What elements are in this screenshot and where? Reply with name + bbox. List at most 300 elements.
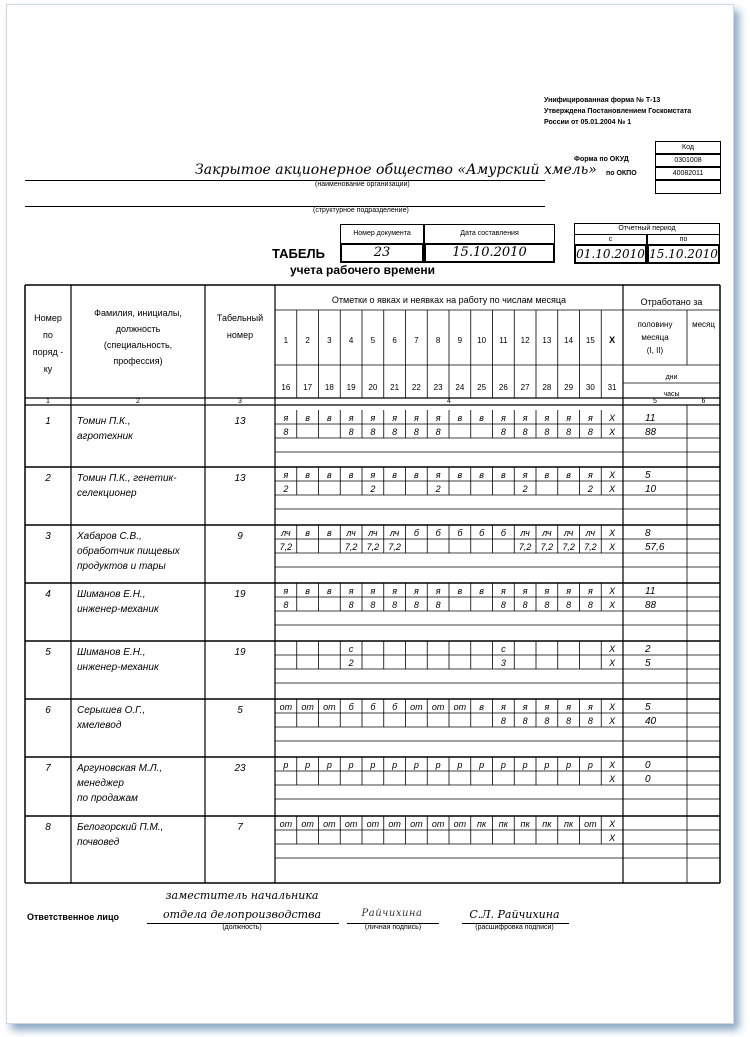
attendance-mark: я bbox=[522, 702, 528, 712]
worked-days: 8 bbox=[645, 528, 651, 539]
employee-num: 7 bbox=[45, 763, 51, 774]
attendance-mark: я bbox=[587, 413, 593, 423]
attendance-hours: 2 bbox=[522, 484, 528, 494]
attendance-mark: в bbox=[479, 702, 484, 712]
attendance-mark: р bbox=[392, 760, 398, 770]
employee-name: Белогорский П.М., bbox=[77, 822, 164, 833]
day-number: 20 bbox=[368, 383, 378, 392]
day-number: 10 bbox=[477, 336, 487, 345]
employee-num: 8 bbox=[45, 822, 51, 833]
attendance-mark: в bbox=[457, 470, 463, 480]
attendance-mark: в bbox=[479, 413, 484, 423]
okpo-label: по ОКПО bbox=[606, 170, 637, 177]
attendance-mark: от bbox=[584, 819, 597, 829]
okud-value: 0301008 bbox=[655, 154, 721, 167]
attendance-mark: Х bbox=[609, 644, 616, 654]
attendance-mark: я bbox=[566, 586, 572, 596]
attendance-hours: 7,2 bbox=[518, 542, 532, 552]
attendance-hours: 8 bbox=[587, 716, 593, 726]
col-marks-header: Отметки о явках и неявках на работу по числам месяца bbox=[331, 295, 567, 305]
attendance-mark: лч bbox=[281, 528, 291, 538]
employee-tab: 13 bbox=[234, 473, 246, 484]
attendance-mark: пк bbox=[477, 819, 487, 829]
employee-num: 2 bbox=[45, 473, 51, 484]
worked-days: 2 bbox=[645, 644, 651, 655]
timesheet-page bbox=[6, 4, 734, 1024]
attendance-mark: я bbox=[370, 413, 376, 423]
worked-hours: 88 bbox=[645, 600, 657, 611]
attendance-hours: 8 bbox=[587, 427, 593, 437]
position-line1: заместитель начальника bbox=[165, 889, 319, 902]
attendance-hours: 8 bbox=[566, 427, 572, 437]
attendance-mark: лч bbox=[563, 528, 574, 538]
attendance-mark: я bbox=[566, 413, 572, 423]
col-half-header: месяца bbox=[641, 333, 669, 342]
worked-days: 11 bbox=[645, 586, 656, 597]
attendance-mark: я bbox=[413, 413, 419, 423]
attendance-hours: 8 bbox=[435, 427, 441, 437]
col-num-header: поряд - bbox=[32, 347, 64, 357]
attendance-mark: я bbox=[392, 413, 398, 423]
days-label: дни bbox=[665, 374, 678, 381]
attendance-mark: пк bbox=[520, 819, 530, 829]
attendance-hours: 8 bbox=[544, 716, 550, 726]
attendance-mark: в bbox=[348, 470, 354, 480]
employee-name: Шиманов Е.Н., bbox=[77, 647, 146, 658]
attendance-hours: 7,2 bbox=[388, 542, 401, 552]
document-number: 23 bbox=[340, 243, 424, 263]
column-number: 3 bbox=[238, 398, 242, 405]
col-month-header: месяц bbox=[692, 320, 715, 329]
attendance-mark: от bbox=[323, 702, 336, 712]
attendance-mark: Х bbox=[609, 819, 616, 829]
attendance-hours: 8 bbox=[413, 600, 419, 610]
day-number: 7 bbox=[414, 336, 419, 345]
attendance-mark: б bbox=[500, 528, 506, 538]
attendance-hours: 7,2 bbox=[562, 542, 575, 552]
attendance-mark: в bbox=[392, 470, 397, 480]
attendance-mark: я bbox=[370, 586, 376, 596]
attendance-mark: лч bbox=[368, 528, 378, 538]
day-number: 30 bbox=[585, 383, 595, 392]
employee-name: обработчик пищевых bbox=[77, 546, 180, 557]
document-number-label: Номер документа bbox=[340, 224, 424, 244]
day-number: 1 bbox=[283, 336, 289, 345]
attendance-hours: 2 bbox=[370, 484, 376, 494]
col-tab-header: номер bbox=[226, 330, 254, 340]
column-number: 1 bbox=[46, 398, 50, 405]
attendance-hours: 2 bbox=[435, 484, 441, 494]
attendance-hours: 8 bbox=[392, 600, 398, 610]
col-tab-header: Табельный bbox=[216, 313, 264, 323]
decoded-name: С.Л. Райчихина bbox=[469, 908, 560, 921]
attendance-mark: я bbox=[587, 470, 593, 480]
form-info-line1: Унифицированная форма № Т-13 bbox=[544, 97, 661, 104]
attendance-mark: б bbox=[348, 702, 354, 712]
employee-name: Шиманов Е.Н., bbox=[77, 589, 146, 600]
attendance-hours: 8 bbox=[348, 427, 354, 437]
day-number: 21 bbox=[390, 383, 400, 392]
attendance-mark: от bbox=[453, 702, 467, 712]
day-number: 2 bbox=[305, 336, 310, 345]
day-number: 8 bbox=[435, 336, 441, 345]
form-info-line2: Утверждена Постановлением Госкомстата bbox=[544, 108, 692, 115]
employee-name: инженер-механик bbox=[77, 604, 159, 615]
attendance-hours: 3 bbox=[500, 658, 506, 668]
attendance-mark: от bbox=[301, 819, 314, 829]
signature-caption: (личная подпись) bbox=[364, 924, 422, 931]
day-number: 15 bbox=[585, 336, 595, 345]
employee-name: почвовед bbox=[77, 837, 120, 848]
attendance-mark: лч bbox=[520, 528, 530, 538]
attendance-mark: р bbox=[348, 760, 354, 770]
attendance-hours: 8 bbox=[500, 600, 506, 610]
employee-num: 4 bbox=[45, 589, 51, 600]
attendance-mark: я bbox=[283, 413, 289, 423]
attendance-mark: я bbox=[544, 586, 550, 596]
responsible-label: Ответственное лицо bbox=[27, 912, 119, 922]
employee-tab: 5 bbox=[237, 705, 243, 716]
attendance-mark: я bbox=[348, 413, 354, 423]
attendance-hours: 7,2 bbox=[279, 542, 293, 552]
attendance-mark: от bbox=[279, 819, 293, 829]
day-number: 28 bbox=[542, 383, 552, 392]
col-name-header: профессия) bbox=[113, 356, 163, 366]
attendance-hours: 2 bbox=[348, 658, 354, 668]
day-number: 24 bbox=[455, 383, 465, 392]
col-half-header: (I, II) bbox=[646, 346, 664, 355]
column-number: 6 bbox=[701, 398, 706, 405]
attendance-mark: Х bbox=[609, 470, 616, 480]
attendance-mark: я bbox=[500, 702, 506, 712]
day-number: 14 bbox=[564, 336, 574, 345]
col-num-header: ку bbox=[43, 364, 53, 374]
document-subtitle: учета рабочего времени bbox=[290, 263, 436, 277]
attendance-mark: б bbox=[370, 702, 376, 712]
attendance-mark: в bbox=[479, 470, 484, 480]
attendance-hours: 7,2 bbox=[584, 542, 597, 552]
attendance-hours: 8 bbox=[500, 716, 506, 726]
day-number: 4 bbox=[348, 336, 354, 345]
attendance-hours: 8 bbox=[283, 427, 289, 437]
attendance-hours: 7,2 bbox=[540, 542, 554, 552]
attendance-mark: лч bbox=[346, 528, 356, 538]
attendance-mark: я bbox=[392, 586, 398, 596]
attendance-mark: лч bbox=[389, 528, 400, 538]
okpo-value: 40082011 bbox=[655, 167, 721, 180]
attendance-mark: в bbox=[544, 470, 550, 480]
col-worked-header: Отработано за bbox=[640, 297, 703, 307]
employee-tab: 19 bbox=[234, 589, 246, 600]
attendance-mark: в bbox=[327, 470, 332, 480]
attendance-mark: я bbox=[544, 413, 550, 423]
document-date-label: Дата составления bbox=[424, 224, 555, 244]
attendance-hours: 7,2 bbox=[344, 542, 358, 552]
attendance-mark: я bbox=[500, 586, 506, 596]
employee-name: менеджер bbox=[77, 778, 124, 789]
day-number: 9 bbox=[457, 336, 463, 345]
day-number: 25 bbox=[477, 383, 487, 392]
attendance-mark: лч bbox=[542, 528, 552, 538]
attendance-mark: Х bbox=[609, 586, 616, 596]
attendance-mark: б bbox=[413, 528, 419, 538]
attendance-mark: в bbox=[327, 528, 332, 538]
day-number: 17 bbox=[303, 383, 313, 392]
attendance-hours: 7,2 bbox=[366, 542, 380, 552]
attendance-mark: в bbox=[305, 413, 310, 423]
worked-hours: 10 bbox=[645, 484, 657, 495]
attendance-mark: в bbox=[305, 528, 310, 538]
attendance-hours: 8 bbox=[348, 600, 354, 610]
worked-hours: 40 bbox=[645, 716, 657, 727]
col-name-header: (специальность, bbox=[103, 340, 173, 350]
attendance-mark: пк bbox=[564, 819, 574, 829]
attendance-hours: 8 bbox=[370, 427, 376, 437]
attendance-mark: с bbox=[501, 644, 506, 654]
attendance-hours: Х bbox=[609, 484, 616, 494]
timesheet-table bbox=[7, 5, 733, 1023]
day-number: 31 bbox=[607, 383, 617, 392]
attendance-mark: Х bbox=[609, 413, 616, 423]
period-to-label: по bbox=[647, 234, 720, 245]
attendance-hours: 8 bbox=[566, 600, 572, 610]
unit-caption: (структурное подразделение) bbox=[313, 207, 409, 214]
employee-name: по продажам bbox=[77, 793, 138, 804]
day-number: 11 bbox=[499, 336, 508, 345]
attendance-hours: 8 bbox=[566, 716, 572, 726]
position-line2: отдела делопроизводства bbox=[162, 908, 322, 921]
attendance-mark: от bbox=[323, 819, 336, 829]
col-num-header: по bbox=[43, 330, 53, 340]
attendance-hours: Х bbox=[609, 600, 616, 610]
attendance-hours: 8 bbox=[370, 600, 376, 610]
attendance-mark: р bbox=[587, 760, 593, 770]
day-number: 16 bbox=[281, 383, 291, 392]
attendance-mark: я bbox=[413, 586, 419, 596]
attendance-mark: Х bbox=[609, 760, 616, 770]
attendance-mark: я bbox=[587, 702, 593, 712]
attendance-hours: Х bbox=[609, 658, 616, 668]
attendance-hours: Х bbox=[609, 833, 616, 843]
worked-hours: 57,6 bbox=[645, 542, 665, 553]
employee-tab: 13 bbox=[234, 416, 246, 427]
employee-name: селекционер bbox=[77, 488, 137, 499]
attendance-mark: от bbox=[410, 702, 423, 712]
day-number: 19 bbox=[346, 383, 356, 392]
attendance-mark: пк bbox=[542, 819, 552, 829]
worked-days: 0 bbox=[645, 760, 651, 771]
attendance-hours: 8 bbox=[522, 716, 528, 726]
period-from-label: с bbox=[574, 234, 647, 245]
attendance-mark: в bbox=[457, 586, 463, 596]
attendance-hours: 8 bbox=[587, 600, 593, 610]
attendance-mark: в bbox=[457, 413, 463, 423]
attendance-mark: р bbox=[566, 760, 572, 770]
document-date: 15.10.2010 bbox=[424, 243, 555, 263]
attendance-mark: б bbox=[479, 528, 485, 538]
attendance-mark: в bbox=[501, 470, 506, 480]
employee-name: продуктов и тары bbox=[77, 561, 166, 572]
attendance-mark: р bbox=[479, 760, 485, 770]
organization-name: Закрытое акционерное общество «Амурский хмель» bbox=[195, 162, 597, 178]
worked-hours: 0 bbox=[645, 774, 651, 785]
attendance-hours: Х bbox=[609, 774, 616, 784]
attendance-hours: 8 bbox=[544, 427, 550, 437]
hours-label: часы bbox=[663, 391, 680, 398]
attendance-mark: р bbox=[305, 760, 311, 770]
employee-name: Хабаров С.В., bbox=[77, 531, 142, 542]
attendance-mark: р bbox=[457, 760, 463, 770]
organization-caption: (наименование организации) bbox=[315, 181, 410, 188]
worked-hours: 5 bbox=[645, 658, 651, 669]
attendance-mark: я bbox=[566, 702, 572, 712]
attendance-mark: я bbox=[435, 413, 441, 423]
day-number: 6 bbox=[392, 336, 397, 345]
attendance-hours: 2 bbox=[587, 484, 593, 494]
attendance-hours: 2 bbox=[283, 484, 289, 494]
attendance-mark: я bbox=[522, 470, 528, 480]
day-number: 18 bbox=[324, 383, 334, 392]
column-number: 2 bbox=[136, 398, 140, 405]
attendance-mark: б bbox=[392, 702, 398, 712]
day-number: 26 bbox=[498, 383, 508, 392]
attendance-mark: я bbox=[283, 586, 289, 596]
attendance-hours: Х bbox=[609, 542, 616, 552]
attendance-mark: Х bbox=[609, 702, 616, 712]
okud-label: Форма по ОКУД bbox=[574, 156, 629, 163]
period-to: 15.10.2010 bbox=[647, 244, 720, 264]
attendance-hours: Х bbox=[609, 716, 616, 726]
form-info-line3: России от 05.01.2004 № 1 bbox=[544, 119, 632, 126]
employee-name: Аргуновская М.Л., bbox=[77, 763, 163, 774]
employee-num: 6 bbox=[45, 705, 51, 716]
employee-name: Томин П.К., генетик- bbox=[77, 473, 177, 484]
attendance-mark: я bbox=[283, 470, 289, 480]
attendance-mark: пк bbox=[498, 819, 508, 829]
document-title: ТАБЕЛЬ bbox=[272, 246, 325, 261]
attendance-mark: от bbox=[366, 819, 380, 829]
attendance-hours: 8 bbox=[413, 427, 419, 437]
worked-hours: 88 bbox=[645, 427, 657, 438]
attendance-mark: с bbox=[348, 644, 354, 654]
attendance-mark: в bbox=[327, 413, 332, 423]
col-half-header: половину bbox=[637, 320, 673, 329]
employee-name: агротехник bbox=[77, 431, 133, 442]
day-number: 3 bbox=[327, 336, 332, 345]
day-number: 12 bbox=[520, 336, 530, 345]
attendance-mark: Х bbox=[609, 528, 616, 538]
position-caption: (должность) bbox=[222, 924, 262, 931]
attendance-mark: от bbox=[431, 702, 445, 712]
col-name-header: должность bbox=[115, 324, 161, 334]
attendance-hours: 8 bbox=[500, 427, 506, 437]
employee-tab: 7 bbox=[237, 822, 243, 833]
attendance-mark: лч bbox=[585, 528, 596, 538]
column-number: 5 bbox=[653, 398, 657, 405]
attendance-mark: от bbox=[388, 819, 401, 829]
attendance-mark: в bbox=[305, 586, 310, 596]
x-marker: X bbox=[609, 335, 616, 345]
attendance-mark: я bbox=[435, 470, 441, 480]
attendance-mark: р bbox=[326, 760, 332, 770]
period-label: Отчетный период bbox=[574, 223, 720, 235]
attendance-mark: я bbox=[348, 586, 354, 596]
attendance-mark: р bbox=[522, 760, 528, 770]
attendance-mark: р bbox=[370, 760, 376, 770]
employee-tab: 19 bbox=[234, 647, 246, 658]
employee-tab: 9 bbox=[237, 531, 243, 542]
worked-days: 11 bbox=[645, 413, 656, 424]
attendance-mark: от bbox=[410, 819, 423, 829]
attendance-hours: 8 bbox=[283, 600, 289, 610]
attendance-hours: 8 bbox=[522, 600, 528, 610]
worked-days: 5 bbox=[645, 470, 651, 481]
day-number: 5 bbox=[370, 336, 376, 345]
employee-tab: 23 bbox=[234, 763, 246, 774]
attendance-mark: я bbox=[435, 586, 441, 596]
attendance-mark: в bbox=[305, 470, 310, 480]
attendance-mark: я bbox=[587, 586, 593, 596]
attendance-mark: в bbox=[479, 586, 484, 596]
col-name-header: Фамилия, инициалы, bbox=[94, 308, 182, 318]
attendance-mark: от bbox=[453, 819, 467, 829]
code-header: Код bbox=[655, 141, 721, 154]
attendance-mark: я bbox=[522, 413, 528, 423]
employee-num: 5 bbox=[45, 647, 51, 658]
attendance-mark: в bbox=[414, 470, 419, 480]
attendance-mark: я bbox=[544, 702, 550, 712]
day-number: 23 bbox=[433, 383, 443, 392]
period-from: 01.10.2010 bbox=[574, 244, 647, 264]
column-number: 4 bbox=[447, 398, 451, 405]
attendance-mark: б bbox=[435, 528, 441, 538]
employee-name: инженер-механик bbox=[77, 662, 159, 673]
attendance-mark: р bbox=[544, 760, 550, 770]
day-number: 22 bbox=[411, 383, 421, 392]
employee-num: 1 bbox=[45, 416, 51, 427]
decoded-caption: (расшифровка подписи) bbox=[475, 924, 554, 931]
employee-num: 3 bbox=[45, 531, 51, 542]
day-number: 29 bbox=[564, 383, 574, 392]
employee-name: Томин П.К., bbox=[77, 416, 131, 427]
attendance-mark: от bbox=[431, 819, 445, 829]
attendance-mark: я bbox=[522, 586, 528, 596]
attendance-mark: я bbox=[500, 413, 506, 423]
attendance-mark: р bbox=[435, 760, 441, 770]
day-number: 27 bbox=[520, 383, 530, 392]
attendance-hours: 8 bbox=[435, 600, 441, 610]
worked-days: 5 bbox=[645, 702, 651, 713]
attendance-mark: р bbox=[413, 760, 419, 770]
attendance-mark: в bbox=[327, 586, 332, 596]
col-num-header: Номер bbox=[34, 313, 62, 323]
day-number: 13 bbox=[542, 336, 552, 345]
signature: Райчихина bbox=[361, 908, 423, 919]
attendance-hours: 8 bbox=[392, 427, 398, 437]
attendance-mark: от bbox=[301, 702, 314, 712]
attendance-hours: 8 bbox=[522, 427, 528, 437]
employee-name: хмелевод bbox=[77, 720, 122, 731]
attendance-mark: от bbox=[279, 702, 293, 712]
attendance-hours: Х bbox=[609, 427, 616, 437]
attendance-mark: р bbox=[283, 760, 289, 770]
attendance-mark: р bbox=[500, 760, 506, 770]
attendance-mark: б bbox=[457, 528, 463, 538]
attendance-mark: в bbox=[566, 470, 571, 480]
attendance-hours: 8 bbox=[544, 600, 550, 610]
employee-name: Серышев О.Г., bbox=[77, 705, 146, 716]
attendance-mark: я bbox=[370, 470, 376, 480]
